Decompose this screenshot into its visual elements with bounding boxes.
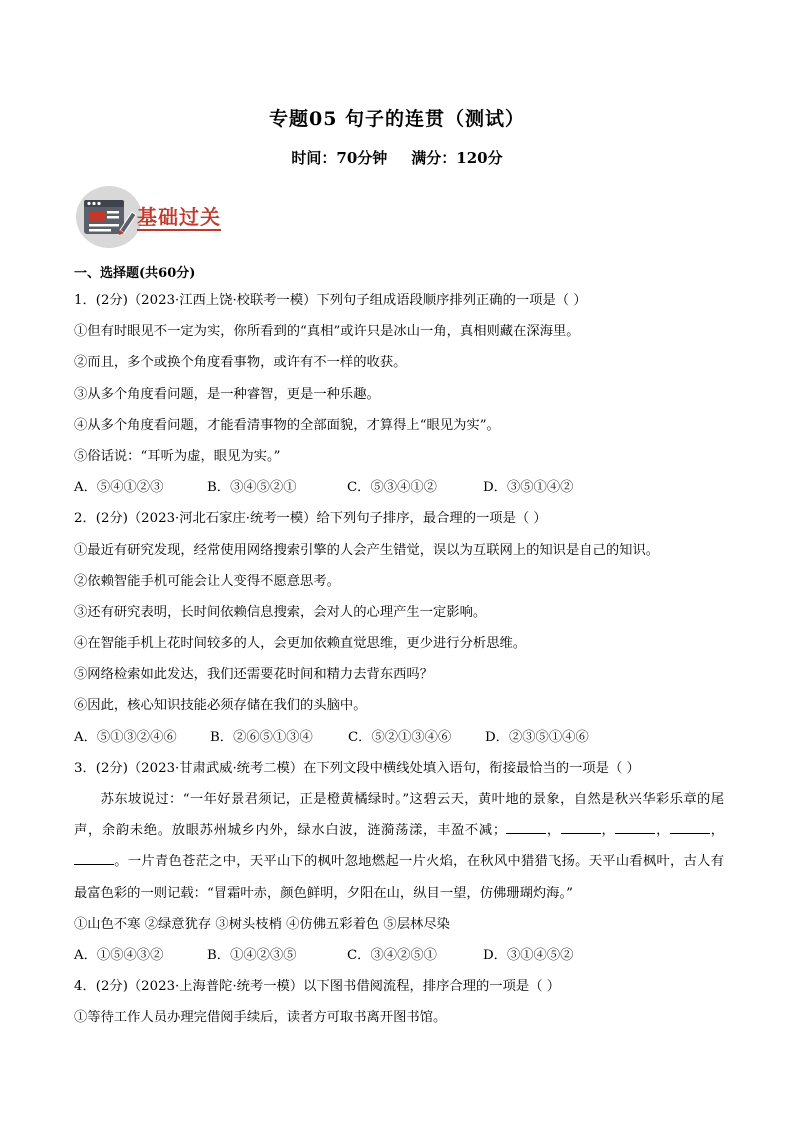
document-pen-icon [82,196,138,240]
list-item: ③从多个角度看问题，是一种睿智，更是一种乐趣。 [74,386,380,402]
blank-separator: ， [655,823,671,839]
option-a[interactable]: A．⑤①③②④⑥ [74,729,177,745]
blank-separator: ， [600,823,616,839]
question-content [74,263,724,1034]
exam-info [0,147,794,168]
list-item: ④在智能手机上花时间较多的人，会更加依赖直觉思维，更少进行分析思维。 [74,636,527,652]
list-item: ①等待工作人员办理完借阅手续后，读者方可取书离开图书馆。 [74,1010,447,1026]
option-d[interactable]: D．③①④⑤② [483,948,574,963]
section-badge-label: 基础过关 [137,205,221,229]
page-title: 专题05 句子的连贯（测试） [268,108,526,130]
option-c[interactable]: C．⑤③④①② [347,480,437,496]
option-c[interactable]: C．③④②⑤① [347,948,437,963]
list-item: ③还有研究表明，长时间依赖信息搜索，会对人的心理产生一定影响。 [74,604,487,620]
list-item: ⑤网络检索如此发达，我们还需要花时间和精力去背东西吗？ [74,667,434,683]
list-item: ②依赖智能手机可能会让人变得不愿意思考。 [74,573,340,589]
question-3-options [74,940,724,971]
time-limit: 时间：70分钟 [291,149,388,167]
blank-3[interactable] [615,819,655,834]
section-heading: 一、选择题(共60分) [74,266,196,281]
list-item: ①最近有研究发现，经常使用网络搜索引擎的人会产生错觉，误以为互联网上的知识是自己的知识。 [74,542,660,558]
passage [74,784,724,909]
option-c[interactable]: C．⑤②①③④⑥ [348,729,452,745]
blank-4[interactable] [670,819,710,834]
blank-separator: ， [546,823,561,839]
question-2-options [74,722,724,753]
option-d[interactable]: D．②③⑤①④⑥ [485,729,589,745]
badge-circle [76,186,142,248]
list-item: ⑤俗话说：“耳听为虚，眼见为实。” [74,448,281,464]
question-1-options [74,472,724,503]
blank-1[interactable] [506,819,546,834]
list-item: ①但有时眼见不一定为实，你所看到的“真相”或许只是冰山一角，真相则藏在深海里。 [74,324,580,340]
question-1-stem: 1．(2分)（2023·江西上饶·校联考一模）下列句子组成语段顺序排列正确的一项是（ ） [74,293,587,308]
full-score: 满分：120分 [411,149,503,167]
passage-part-2: 一片青色苍茫之中，天平山下的枫叶忽地燃起一片火焰，在秋风中猎猎飞扬。天平山看枫叶，古人有最富色彩的一则记载：“冒霜叶赤，颜色鲜明，夕阳在山，纵目一望，仿佛珊瑚灼海。” [74,854,725,901]
list-item: ⑥因此，核心知识技能必须存储在我们的头脑中。 [74,698,367,714]
option-b[interactable]: B．②⑥⑤①③④ [210,729,313,745]
option-b[interactable]: B．①④②③⑤ [207,948,297,963]
list-item: ②而且，多个或换个角度看事物，或许有不一样的收获。 [74,355,407,371]
blank-5[interactable] [74,850,114,865]
option-a[interactable]: A．①⑤④③② [74,948,164,963]
option-b[interactable]: B．③④⑤②① [207,480,297,496]
question-3-stem: 3．(2分)（2023·甘肃武威·统考二模）在下列文段中横线处填入语句，衔接最恰当的一项是（ ） [74,760,640,776]
blank-2[interactable] [561,819,601,834]
list-item: ④从多个角度看问题，才能看清事物的全部面貌，才算得上“眼见为实”。 [74,417,500,433]
option-a[interactable]: A．⑤④①②③ [74,480,164,496]
question-4-stem: 4．(2分)（2023·上海普陀·统考一模）以下图书借阅流程，排序合理的一项是（ ） [74,979,561,995]
question-3-choices: ①山色不寒 ②绿意犹存 ③树头枝梢 ④仿佛五彩着色 ⑤层林尽染 [74,916,450,932]
question-2-stem: 2．(2分)（2023·河北石家庄·统考一模）给下列句子排序，最合理的一项是（ ） [74,511,547,527]
option-d[interactable]: D．③⑤①④② [483,480,574,496]
passage-part-1: 苏东坡说过：“一年好景君须记，正是橙黄橘绿时。”这碧云天，黄叶地的景象，自然是秋兴华彩乐章的尾声，余韵未绝。放眼苏州城乡内外，绿水白波，涟漪荡漾，丰盈不减； [74,792,724,839]
blank-end: 。 [114,854,128,870]
blank-separator: ， [710,823,725,839]
